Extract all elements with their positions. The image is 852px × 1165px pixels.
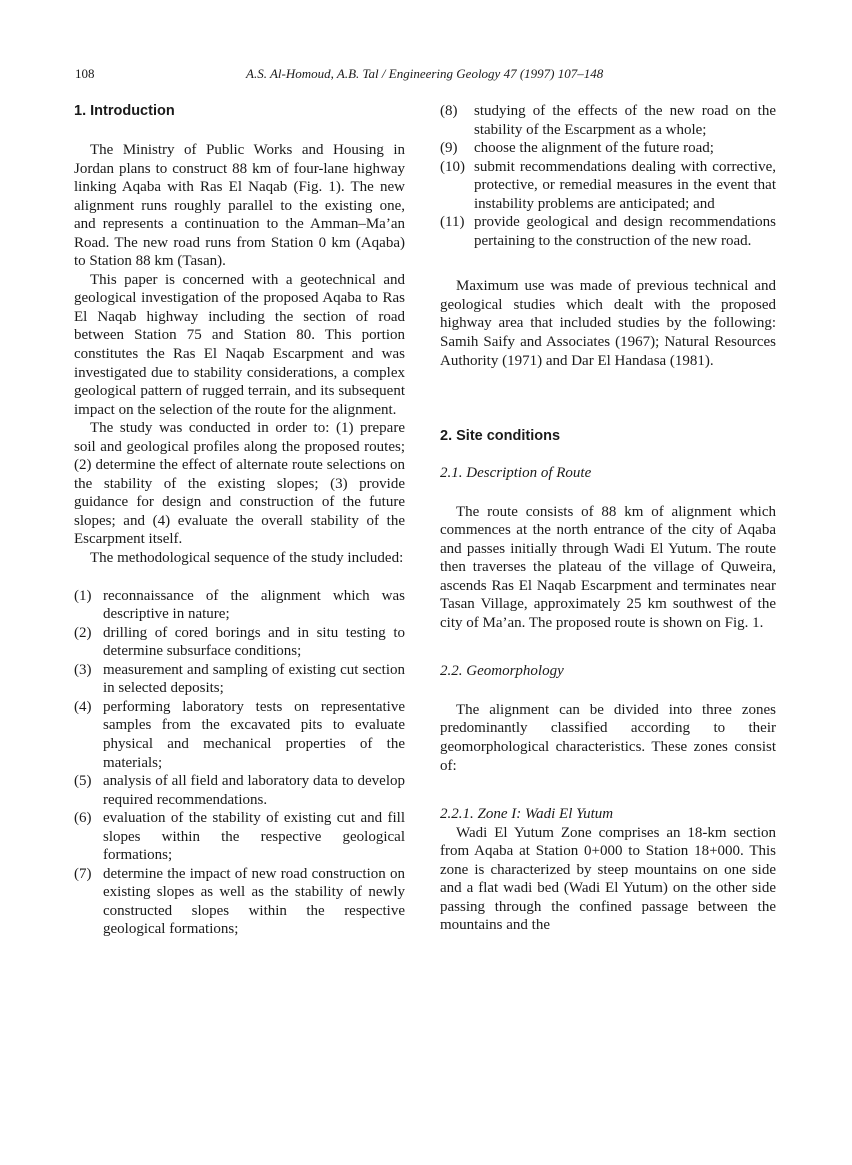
list-item xyxy=(74,772,405,809)
list-number: (6) xyxy=(74,810,92,827)
paragraph: Wadi El Yutum Zone comprises an 18-km section from Aqaba at Station 0+000 to Station 18+000. This zone is characterized by steep mountains on one side and a flat wadi bed (Wadi El Yutum) on the other side passing through the confined passage between the mountains and the xyxy=(440,824,776,934)
paragraph: The alignment can be divided into three zones predominantly classified according to their geomorphological characteristics. These zones consist of: xyxy=(440,701,776,774)
list-item xyxy=(440,158,776,214)
list-number: (9) xyxy=(440,140,458,157)
paragraph: The Ministry of Public Works and Housing in Jordan plans to construct 88 km of four-lane highway linking Aqaba with Ras El Naqab (Fig. 1). The new alignment runs roughly parallel to the existing one, and represents a continuation to the Amman–Ma’an Road. The new road runs from Station 0 km (Aqaba) to Station 88 km (Tasan). xyxy=(74,142,405,270)
list-item xyxy=(74,809,405,865)
method-list xyxy=(74,587,405,939)
right-column xyxy=(440,102,776,935)
list-number: (7) xyxy=(74,865,92,882)
list-number: (11) xyxy=(440,214,465,231)
list-number: (4) xyxy=(74,698,92,715)
list-item xyxy=(74,587,405,624)
paragraph: The study was conducted in order to: (1) prepare soil and geological profiles along the proposed routes; (2) determine the effect of alternate route selections on the stability of the existing slopes; (3) provide guidance for design and construction of the future slopes; and (4) evaluate the overall stability of the Escarpment itself. xyxy=(74,420,405,548)
page-number: 108 xyxy=(75,66,95,81)
list-number: (8) xyxy=(440,103,458,119)
list-item xyxy=(440,139,776,158)
list-item xyxy=(440,102,776,139)
method-list-continued xyxy=(440,102,776,250)
list-text: provide geological and design recommendations pertaining to the construction of the new road. xyxy=(474,214,776,249)
list-item xyxy=(74,624,405,661)
list-text: choose the alignment of the future road; xyxy=(474,140,714,157)
list-number: (3) xyxy=(74,661,92,678)
list-text: analysis of all field and laboratory data to develop required recommendations. xyxy=(103,773,405,808)
subsubsection-heading: 2.2.1. Zone I: Wadi El Yutum xyxy=(440,806,614,823)
running-head xyxy=(0,66,852,84)
list-text: measurement and sampling of existing cut section in selected deposits; xyxy=(103,661,405,697)
list-text: drilling of cored borings and in situ testing to determine subsurface conditions; xyxy=(103,624,405,660)
section-heading-site-conditions: 2. Site conditions xyxy=(440,428,561,445)
list-text: evaluation of the stability of existing cut and fill slopes within the respective geological formations; xyxy=(103,810,405,864)
paragraph: The methodological sequence of the study included: xyxy=(90,550,404,567)
list-number: (1) xyxy=(74,587,92,604)
subsection-heading: 2.1. Description of Route xyxy=(440,465,592,482)
subsection-heading: 2.2. Geomorphology xyxy=(440,663,564,680)
list-item xyxy=(74,661,405,698)
list-text: determine the impact of new road construction on existing slopes as well as the stability of newly constructed slopes within the respective geological formations; xyxy=(103,865,405,938)
list-number: (10) xyxy=(440,158,465,175)
list-number: (2) xyxy=(74,624,92,641)
left-column xyxy=(74,102,405,939)
paragraph: The route consists of 88 km of alignment which commences at the north entrance of the city of Aqaba and passes initially through Wadi El Yutum. The route then traverses the plateau of the village of Quweira, ascends Ras El Naqab Escarpment and terminates near Tasan Village, approximately 25 km southwest of the city of Ma’an. The proposed route is shown on Fig. 1. xyxy=(440,503,776,631)
list-number: (5) xyxy=(74,773,92,790)
list-text: studying of the effects of the new road on the stability of the Escarpment as a whole; xyxy=(474,103,776,138)
paragraph: This paper is concerned with a geotechnical and geological investigation of the proposed Aqaba to Ras El Naqab highway including the section of road between Station 75 and Station 80. This portion constitutes the Ras El Naqab Escarpment and was investigated due to stability considerations, a complex geological pattern of rugged terrain, and its subsequent impact on the selection of the route for the alignment. xyxy=(74,271,405,418)
paragraph: Maximum use was made of previous technical and geological studies which dealt with the proposed highway area that included studies by the following: Samih Saify and Associates (1967); Natural Resources Authority (1971) and Dar El Handasa (1981). xyxy=(440,278,776,369)
list-text: reconnaissance of the alignment which was descriptive in nature; xyxy=(103,587,405,623)
list-item xyxy=(440,213,776,250)
list-text: performing laboratory tests on representative samples from the excavated pits to evaluate physical and mechanical properties of the materials; xyxy=(103,698,405,771)
list-item xyxy=(74,865,405,939)
journal-citation: A.S. Al-Homoud, A.B. Tal / Engineering Geology 47 (1997) 107–148 xyxy=(246,66,604,81)
list-item xyxy=(74,698,405,772)
list-text: submit recommendations dealing with corrective, protective, or remedial measures in the event that instability problems are anticipated; and xyxy=(474,158,776,212)
section-heading-introduction: 1. Introduction xyxy=(74,103,175,119)
